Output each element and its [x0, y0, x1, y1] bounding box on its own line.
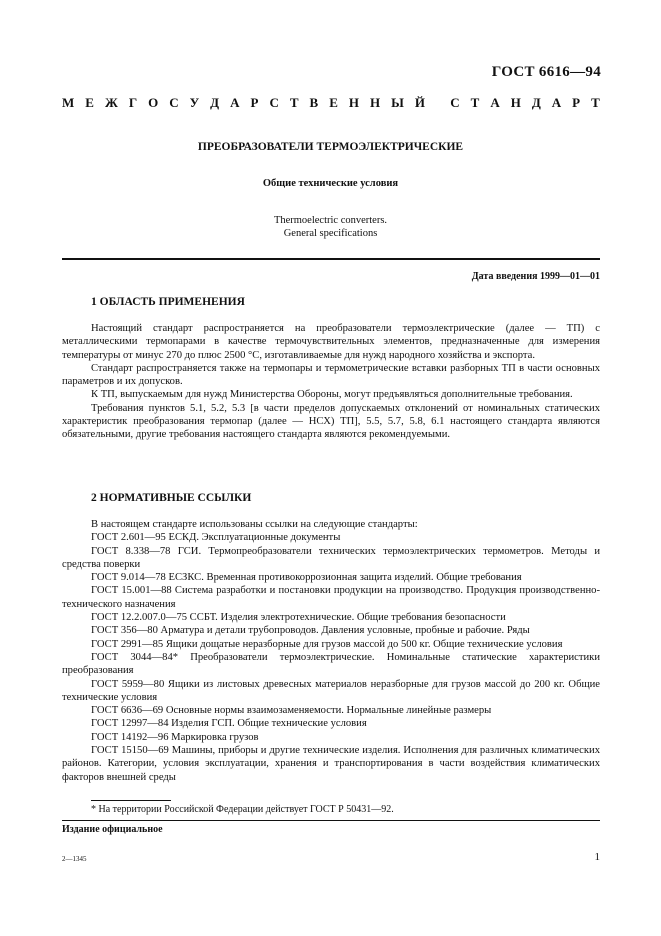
print-code: 2—1345: [62, 855, 87, 863]
reference-item: ГОСТ 15150—69 Машины, приборы и другие технические изделия. Исполнения для различных климатических районов. Категории, условия эксплуатации, хранения и транспортирования в части воздействия климатических факторов внешней среды: [62, 745, 600, 783]
english-title-line-2: General specifications: [283, 228, 378, 239]
heading-letter: Р: [250, 95, 259, 110]
section-1-paragraph: Требования пунктов 5.1, 5.2, 5.3 [в части пределов допускаемых отклонений от номинальных статических характеристик преобразования термопар (далее — НСХ) ТП], 5.5, 5.7, 5.8, 6.1 настоящего стандарта являются обязательными, другие требования настоящего стандарта являются рекомендуемыми.: [62, 402, 600, 441]
section-1-paragraph: Настоящий стандарт распространяется на преобразователи термоэлектрические (далее — ТП) с металлическими термопарами в качестве термочувствительных элементов, предназначенные для измерения температуры от минус 270 до плюс 2500 °С, изготавливаемые для нужд народного хозяйства и экспорта.: [62, 323, 600, 361]
page-number: 1: [594, 851, 600, 863]
reference-item: ГОСТ 356—80 Арматура и детали трубопроводов. Давления условные, пробные и рабочие. Ряды: [91, 625, 530, 637]
heading-letter: [436, 95, 439, 111]
document-subtitle: Общие технические условия: [262, 178, 399, 189]
reference-item: ГОСТ 5959—80 Ящики из листовых древесных материалов неразборные для грузов массой до 200 кг. Общие технические условия: [62, 678, 600, 703]
heading-letter: Н: [510, 95, 521, 110]
document-code: ГОСТ 6616—94: [491, 64, 601, 80]
heading-letter: В: [309, 95, 319, 110]
reference-item: ГОСТ 14192—96 Маркировка грузов: [91, 731, 259, 743]
section-1-body: [62, 322, 600, 442]
document-title: ПРЕОБРАЗОВАТЕЛИ ТЕРМОЭЛЕКТРИЧЕСКИЕ: [197, 141, 464, 153]
heading-letter: М: [62, 95, 75, 110]
english-title: [0, 214, 661, 240]
heading-letter: С: [169, 95, 179, 110]
heading-letter: С: [450, 95, 460, 110]
heading-letter: Д: [210, 95, 220, 110]
heading-letter: О: [148, 95, 159, 110]
section-1-paragraph: Стандарт распространяется также на термопары и термометрические вставки разборных ТП в части основных параметров и их допусков.: [62, 362, 600, 388]
footnote: * На территории Российской Федерации действует ГОСТ Р 50431—92.: [91, 804, 394, 815]
heading-letter: Т: [591, 95, 600, 110]
heading-letter: Ж: [104, 95, 118, 110]
reference-item: ГОСТ 9.014—78 ЕСЗКС. Временная противокоррозионная защита изделий. Общие требования: [91, 572, 522, 584]
reference-item: ГОСТ 8.338—78 ГСИ. Термопреобразователи технических термоэлектрических термометров. Методы и средства поверки: [62, 545, 600, 570]
heading-letter: С: [269, 95, 279, 110]
standard-type-heading: [62, 95, 600, 111]
heading-letter: Й: [414, 95, 425, 110]
reference-item: ГОСТ 2.601—95 ЕСКД. Эксплуатационные документы: [91, 532, 341, 544]
heading-letter: Г: [128, 95, 138, 110]
footer-divider: [62, 820, 600, 821]
heading-letter: Н: [348, 95, 359, 110]
section-1-paragraph: К ТП, выпускаемым для нужд Министерства Обороны, могут предъявляться дополнительные требования.: [91, 389, 573, 401]
heading-letter: А: [551, 95, 562, 110]
heading-letter: Н: [369, 95, 381, 110]
section-2-body: [62, 518, 600, 784]
heading-letter: Т: [289, 95, 299, 110]
heading-letter: Т: [470, 95, 480, 110]
reference-item: ГОСТ 3044—84* Преобразователи термоэлектрические. Номинальные статические характеристики преобразования: [62, 651, 600, 677]
section-2-heading: 2 НОРМАТИВНЫЕ ССЫЛКИ: [91, 492, 252, 504]
official-edition-label: Издание официальное: [62, 824, 163, 835]
english-title-line-1: Thermoelectric converters.: [273, 215, 388, 226]
heading-letter: А: [490, 95, 500, 110]
heading-letter: Ы: [391, 95, 404, 110]
heading-letter: У: [189, 95, 200, 110]
reference-item: В настоящем стандарте использованы ссылки на следующие стандарты:: [91, 519, 418, 530]
introduction-date: Дата введения 1999—01—01: [471, 271, 600, 282]
reference-item: ГОСТ 2991—85 Ящики дощатые неразборные для грузов массой до 500 кг. Общие технические условия: [91, 638, 563, 650]
heading-letter: Е: [85, 95, 94, 110]
footnote-divider: [91, 800, 171, 801]
reference-item: ГОСТ 15.001—88 Система разработки и постановки продукции на производство. Продукция производственно-технического назначения: [62, 585, 600, 610]
reference-item: ГОСТ 12997—84 Изделия ГСП. Общие технические условия: [91, 718, 367, 730]
section-1-heading: 1 ОБЛАСТЬ ПРИМЕНЕНИЯ: [91, 296, 245, 308]
reference-item: ГОСТ 6636—69 Основные нормы взаимозаменяемости. Нормальные линейные размеры: [91, 705, 492, 717]
heading-letter: Е: [329, 95, 338, 110]
reference-item: ГОСТ 12.2.007.0—75 ССБТ. Изделия электротехнические. Общие требования безопасности: [91, 612, 506, 624]
heading-letter: А: [230, 95, 240, 110]
header-divider: [62, 258, 600, 260]
heading-letter: Д: [531, 95, 541, 110]
heading-letter: Р: [572, 95, 581, 110]
